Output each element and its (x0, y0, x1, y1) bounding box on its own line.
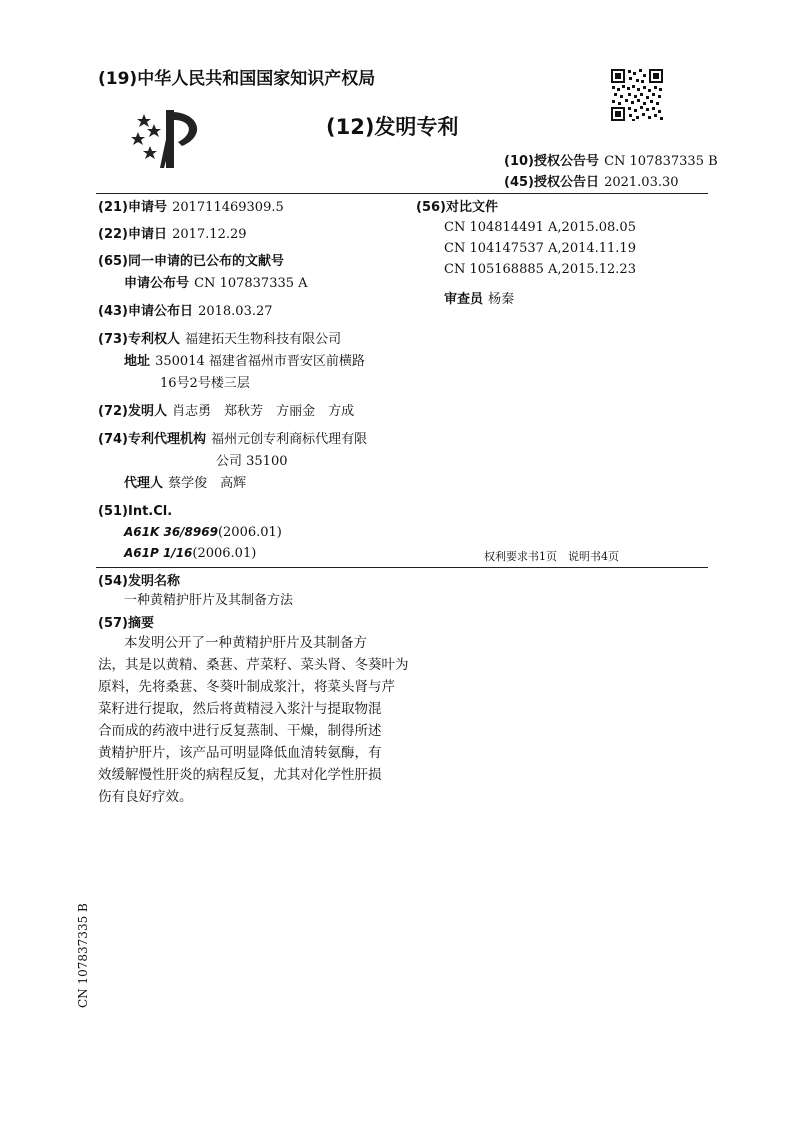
abstract-heading (98, 613, 154, 633)
same-app (98, 251, 284, 271)
inventors-value: 肖志勇 郑秋芳 方丽金 方成 (172, 404, 355, 419)
same-app-num: (65) (98, 254, 128, 269)
agent-value: 蔡学俊 高辉 (168, 476, 247, 491)
patentee-num: (73) (98, 332, 128, 347)
intcl-code: A61K 36/8969 (124, 525, 218, 539)
invention-title-value: 一种黄精护肝片及其制备方法 (124, 593, 294, 608)
patentee-label: 专利权人 (127, 332, 180, 347)
doc-type-num: (12) (326, 115, 375, 139)
same-app-label: 同一申请的已公布的文献号 (127, 254, 284, 269)
inventors (98, 401, 354, 421)
refs-num: (56) (416, 200, 446, 215)
examiner (444, 289, 514, 309)
app-date-label: 申请日 (127, 227, 167, 242)
intcl-label: Int.Cl. (127, 504, 173, 519)
abstract-num: (57) (98, 616, 128, 631)
abstract-line: 菜籽进行提取，然后将黄精浸入浆汁与提取物混 (98, 701, 382, 717)
pub-date-value: 2018.03.27 (198, 304, 273, 319)
invention-title (98, 571, 180, 591)
examiner-value: 杨秦 (488, 292, 515, 307)
inventors-num: (72) (98, 404, 128, 419)
abstract-line: 黄精护肝片，该产品可明显降低血清转氨酶，有 (98, 745, 382, 761)
abstract-line: 伤有良好疗效。 (98, 789, 193, 805)
office-name: 中华人民共和国国家知识产权局 (137, 69, 376, 89)
patentee (98, 329, 341, 349)
abstract-label: 摘要 (127, 616, 154, 631)
reference-item: CN 104147537 A,2014.11.19 (444, 241, 636, 256)
mid-divider (96, 567, 708, 568)
address-line1: 350014 福建省福州市晋安区前横路 (155, 354, 365, 369)
app-date-value: 2017.12.29 (172, 227, 247, 242)
pub-date-label: 申请公布日 (127, 304, 193, 319)
abstract-line: 效缓解慢性肝炎的病程反复，尤其对化学性肝损 (98, 767, 382, 783)
references (416, 197, 498, 217)
pub-no-label: 申请公布号 (124, 276, 190, 291)
intcl-ver: (2006.01) (217, 525, 282, 540)
side-document-number (76, 898, 92, 1008)
qr-code-icon (610, 68, 664, 122)
reference-item: CN 105168885 A,2015.12.23 (444, 262, 636, 277)
page-count: 权利要求书1页 说明书4页 (484, 550, 619, 563)
app-no-value: 201711469309.5 (172, 200, 284, 215)
agency-line2: 公司 35100 (216, 454, 288, 469)
refs-label: 对比文件 (445, 200, 498, 215)
app-no-label: 申请号 (127, 200, 167, 215)
intcl-code: A61P 1/16 (124, 546, 193, 560)
title-label: 发明名称 (127, 574, 180, 589)
inventors-label: 发明人 (127, 404, 167, 419)
agency-line2-row (216, 451, 288, 471)
intcl-ver: (2006.01) (192, 546, 257, 561)
address (124, 351, 365, 371)
agent-label: 代理人 (124, 476, 164, 491)
app-no (98, 197, 284, 217)
office-header (98, 64, 375, 89)
doc-type-label: 发明专利 (374, 115, 459, 139)
agency (98, 429, 367, 449)
office-num: (19) (98, 69, 138, 89)
address-line2-row (160, 373, 250, 393)
pub-date-num: (43) (98, 304, 128, 319)
grant-pub-no (504, 151, 718, 171)
app-date-num: (22) (98, 227, 128, 242)
patentee-value: 福建拓天生物科技有限公司 (185, 332, 342, 347)
pub-no (124, 273, 308, 293)
grant-pub-no-value: CN 107837335 B (604, 154, 718, 169)
pub-no-value: CN 107837335 A (194, 276, 308, 291)
agency-label: 专利代理机构 (127, 432, 206, 447)
abstract-line: 合而成的药液中进行反复蒸制、干燥，制得所述 (98, 723, 382, 739)
side-number-text: CN 107837335 B (76, 903, 90, 1008)
intcl (98, 501, 172, 521)
intcl-num: (51) (98, 504, 128, 519)
reference-item: CN 104814491 A,2015.08.05 (444, 220, 636, 235)
document-type (326, 111, 458, 141)
app-no-num: (21) (98, 200, 128, 215)
abstract-line: 法，其是以黄精、桑葚、芹菜籽、菜头肾、冬葵叶为 (98, 657, 409, 673)
abstract-line: 本发明公开了一种黄精护肝片及其制备方 (124, 635, 367, 651)
intcl-item (124, 522, 282, 542)
grant-pub-no-label: (10)授权公告号 (504, 154, 599, 169)
app-date (98, 224, 247, 244)
address-label: 地址 (124, 354, 151, 369)
agency-num: (74) (98, 432, 128, 447)
grant-pub-date-value: 2021.03.30 (604, 175, 679, 190)
agency-line1: 福州元创专利商标代理有限 (211, 432, 368, 447)
address-line2: 16号2号楼三层 (160, 376, 250, 391)
grant-pub-date (504, 172, 679, 192)
cnipa-logo-icon (130, 108, 210, 170)
pub-date (98, 301, 273, 321)
title-num: (54) (98, 574, 128, 589)
abstract-body (98, 632, 408, 808)
agent (124, 473, 246, 493)
examiner-label: 审查员 (444, 292, 484, 307)
intcl-item (124, 543, 256, 563)
abstract-line: 原料，先将桑葚、冬葵叶制成浆汁，将菜头肾与芹 (98, 679, 395, 695)
top-divider (96, 193, 708, 194)
grant-pub-date-label: (45)授权公告日 (504, 175, 599, 190)
